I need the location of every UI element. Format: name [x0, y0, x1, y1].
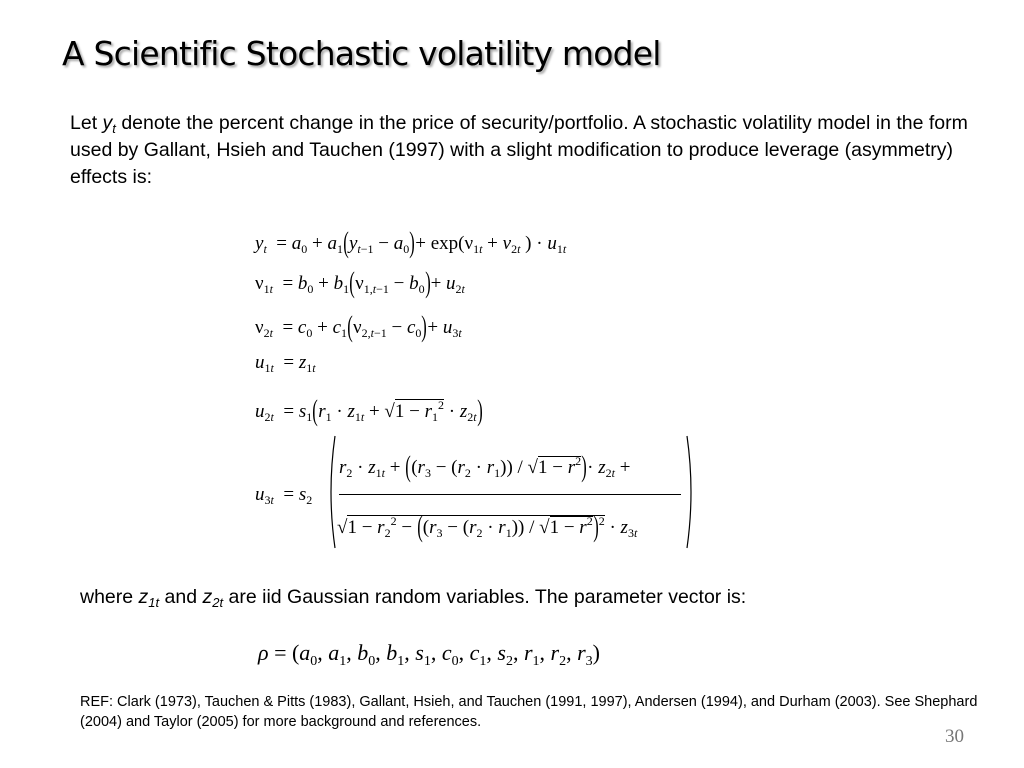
parameter-vector: $\rho = (a_0$, $a_1$, $b_0$, $b_1$, $s_1$, $c_0$, $c_1$, $s_2$, $r_1$, $r_2$, $r_3$)	[258, 640, 600, 669]
intro-paragraph: Let $y_t$ denote the percent change in the price of security/portfolio. A stochastic volatility model in the form used by Gallant, Hsieh and Tauchen (1997) with a slight modification to produce leverage (asymmetry) effects is:	[70, 112, 968, 188]
page-number: 30	[945, 726, 964, 747]
equation-u3t-lhs: $u_{3t} = s_2$	[255, 484, 313, 507]
model-equations	[255, 218, 695, 558]
u3t-fraction-line	[339, 494, 681, 495]
equation-nu2t: $\nu_{2t} = c_0 + c_1(\nu_{2,t-1} - c_0)+ u_{3t}$	[255, 310, 462, 343]
equation-yt: $y_t = a_0 + a_1(y_{t-1} - a_0)+ \exp(\nu_{1t} + v_{2t}$ ) · $u_{1t}$	[255, 226, 567, 259]
references: REF: Clark (1973), Tauchen & Pitts (1983), Gallant, Hsieh, and Tauchen (1991, 1997), Andersen (1994), and Durham (2003). See Shephard (2004) and Taylor (2005) for more background and references.	[80, 694, 978, 730]
equation-u2t: $u_{2t} = s_1(r_1 \cdot z_{1t} + √1 - r_1^2 \cdot z_{2t})$	[255, 394, 483, 427]
u3t-denominator: $√1 - r_2^2 - ((r_3 - (r_2 \cdot r_1)) / √1 - r^2)^2 \cdot z_{3t}$	[337, 510, 638, 543]
where-sentence: where $z_{1t}$ and $z_{2t}$ are iid Gaussian random variables. The parameter vector is:	[80, 586, 747, 610]
equation-nu1t: $\nu_{1t} = b_0 + b_1(\nu_{1,t-1} - b_0)+ u_{2t}$	[255, 266, 465, 299]
slide-title: A Scientific Stochastic volatility model	[62, 34, 661, 73]
equation-u1t: $u_{1t} = z_{1t}$	[255, 352, 316, 375]
u3t-numerator: $r_2 \cdot z_{1t} + ((r_3 - (r_2 \cdot r_1)) / √1 - r^2)\cdot z_{2t}$ +	[339, 450, 631, 483]
yt-variable: y	[102, 112, 113, 134]
